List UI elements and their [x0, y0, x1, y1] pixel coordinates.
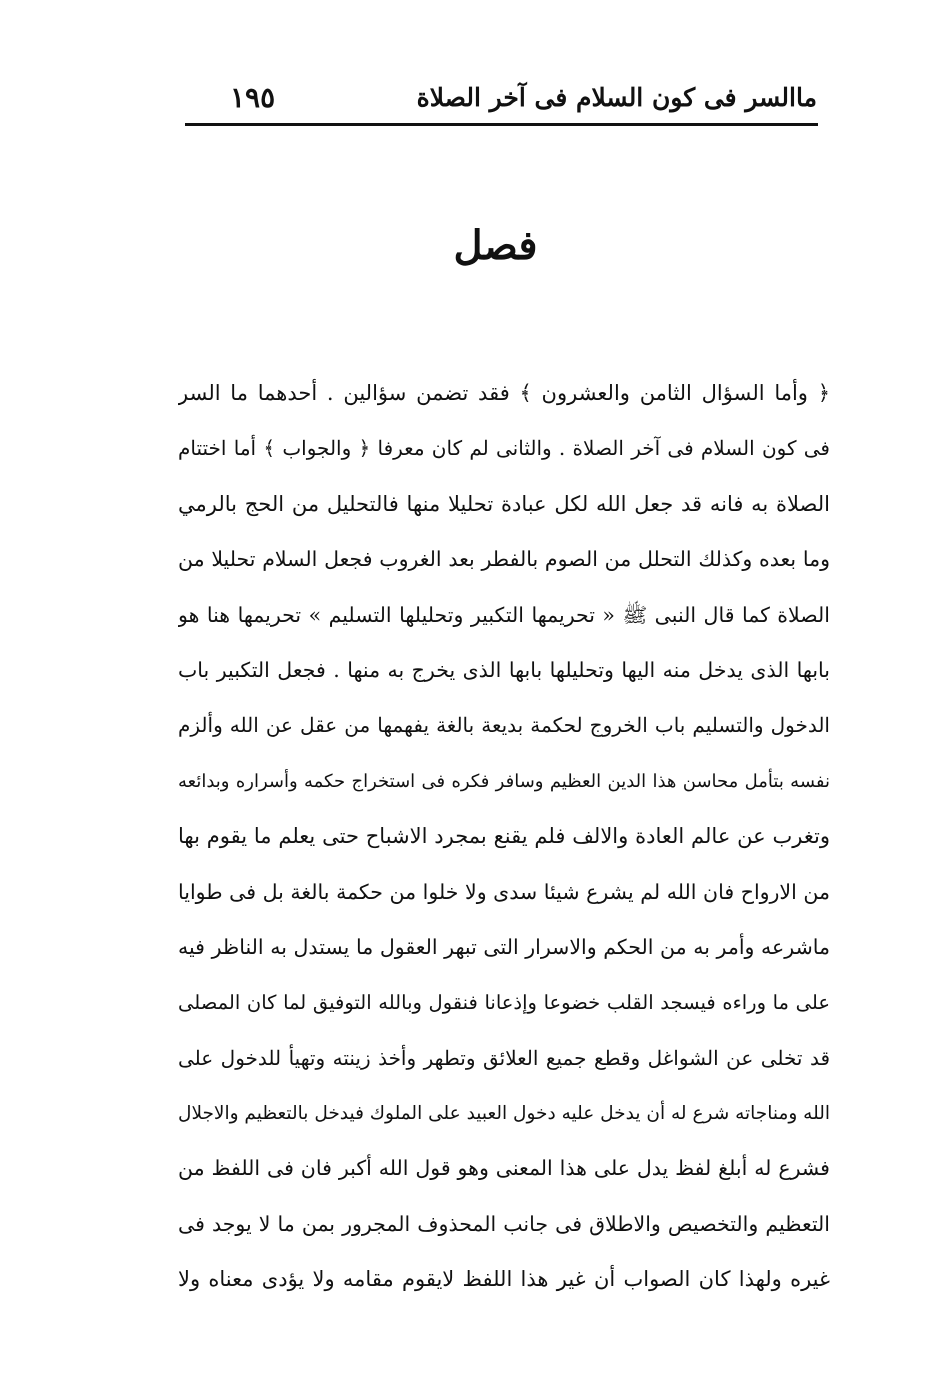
page-number: ١٩٥	[230, 81, 276, 114]
header-divider	[185, 123, 818, 126]
section-heading: فصل	[453, 222, 538, 269]
running-header	[185, 78, 817, 124]
text-line: بابها الذى يدخل منه اليها وتحليلها بابها الذى يخرج به منها . فجعل التكبير باب	[178, 657, 830, 682]
text-line: قد تخلى عن الشواغل وقطع جميع العلائق وتطهر وأخذ زينته وتهيأ للدخول على	[178, 1045, 830, 1070]
text-line: الدخول والتسليم باب الخروج لحكمة بديعة بالغة يفهمها من عقل عن الله وألزم	[178, 713, 830, 738]
header-title: ماالسر فى كون السلام فى آخر الصلاة	[416, 83, 817, 112]
text-line: نفسه بتأمل محاسن هذا الدين العظيم وسافر فكره فى استخراج حكمه وأسراره وبدائعه	[178, 770, 830, 792]
text-line: ﴿ وأما السؤال الثامن والعشرون ﴾ فقد تضمن سؤالين . أحدهما ما السر	[178, 381, 830, 405]
text-line: ماشرعه وأمر به من الحكم والاسرار التى تبهر العقول ما يستدل به الناظر فيه	[178, 934, 830, 959]
text-line: على ما وراءه فيسجد القلب خضوعا وإذعانا فنقول وبالله التوفيق لما كان المصلى	[178, 991, 830, 1015]
text-line: من الارواح فان الله لم يشرع شيئا سدى ولا خلوا من حكمة بالغة بل فى طوايا	[178, 879, 830, 904]
body-text	[178, 366, 830, 1308]
text-line: فشرع له أبلغ لفظ يدل على هذا المعنى وهو قول الله أكبر فان فى اللفظ من	[178, 1156, 830, 1181]
text-line: فى كون السلام فى آخر الصلاة . والثانى لم كان معرفا ﴿ والجواب ﴾ أما اختتام	[178, 436, 830, 461]
text-line: وتغرب عن عالم العادة والالف فلم يقنع بمجرد الاشباح حتى يعلم ما يقوم بها	[178, 824, 830, 849]
text-line: غيره ولهذا كان الصواب أن غير هذا اللفظ لايقوم مقامه ولا يؤدى معناه ولا	[178, 1267, 830, 1292]
text-line: الصلاة به فانه قد جعل الله لكل عبادة تحليلا منها فالتحليل من الحج بالرمي	[178, 491, 830, 516]
text-line: الله ومناجاته شرع له أن يدخل عليه دخول العبيد على الملوك فيدخل بالتعظيم والاجلال	[178, 1103, 830, 1125]
text-line: التعظيم والتخصيص والاطلاق فى جانب المحذوف المجرور بمن ما لا يوجد فى	[178, 1211, 830, 1236]
text-line: وما بعده وكذلك التحلل من الصوم بالفطر بعد الغروب فجعل السلام تحليلا من	[178, 547, 830, 572]
text-line: الصلاة كما قال النبى ﷺ « تحريمها التكبير وتحليلها التسليم » تحريمها هنا هو	[178, 602, 830, 627]
